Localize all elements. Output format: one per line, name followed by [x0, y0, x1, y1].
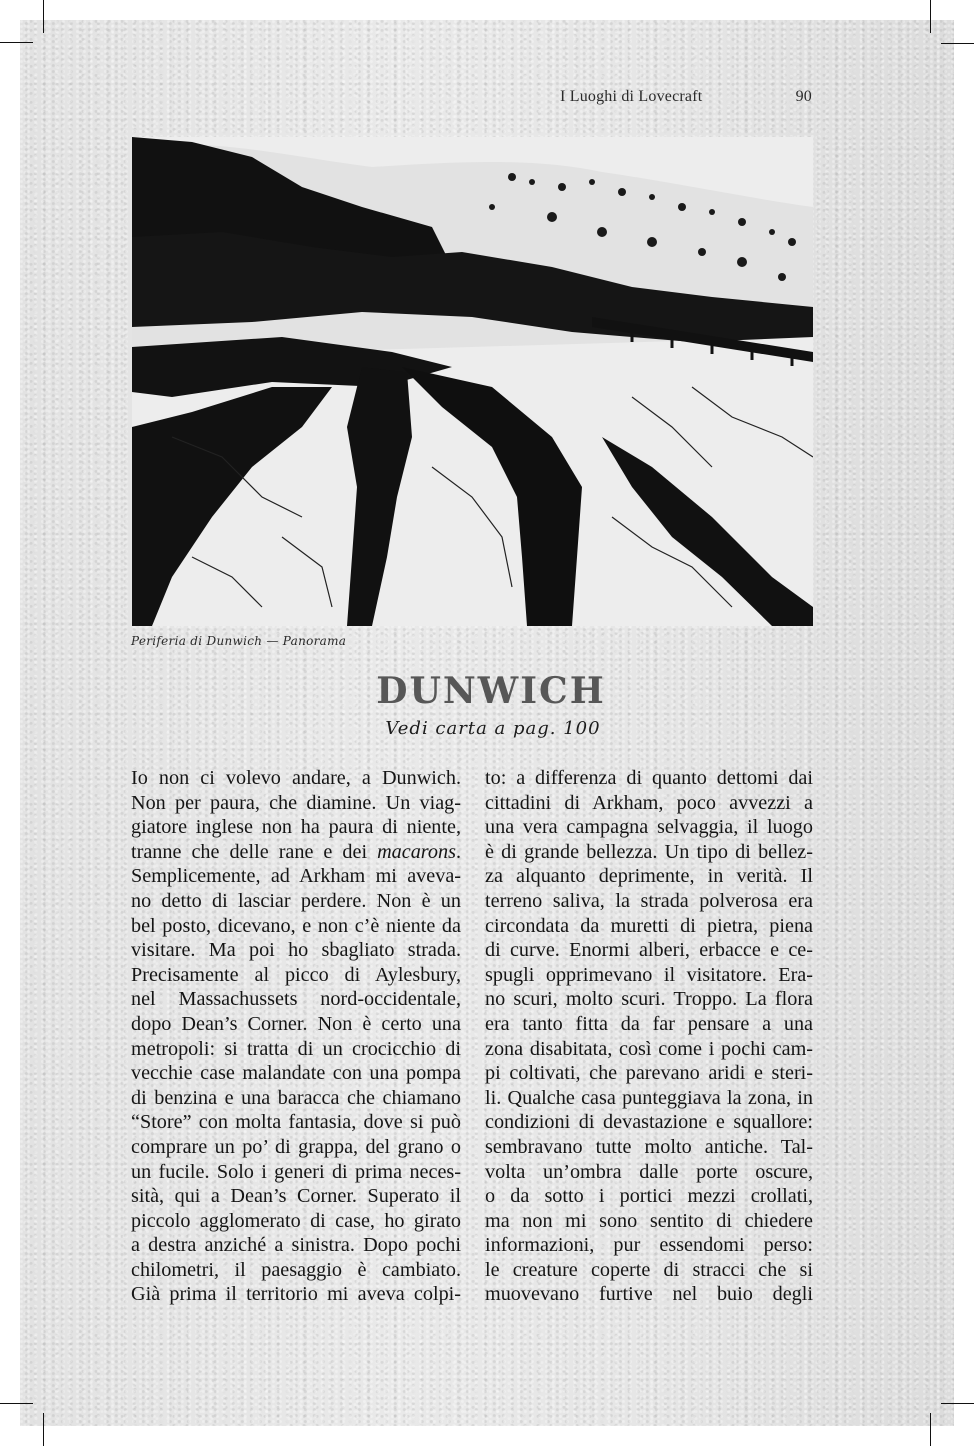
italic-word: macarons — [377, 840, 456, 863]
text-line: le creature coperte di stracci che si — [485, 1258, 813, 1281]
crop-mark-top-left-h — [0, 42, 33, 43]
text-line: è di grande bellezza. Un tipo di bellez- — [485, 840, 813, 863]
text-line: informazioni, pur essendomi perso: — [485, 1234, 813, 1257]
text-line: nel Massachussets nord-occidentale, — [131, 988, 461, 1011]
text-line: “Store” con molta fantasia, dove si può — [131, 1111, 461, 1134]
text-line: zona disabitata, così come i pochi cam- — [485, 1037, 813, 1060]
text-line: no scuri, molto scuri. Troppo. La flora — [485, 988, 813, 1011]
body-column-left — [131, 766, 461, 1307]
text-line: giatore inglese non ha paura di niente, — [131, 816, 461, 839]
text-line: Già prima il territorio mi aveva colpi- — [131, 1283, 461, 1306]
text-line: condizioni di devastazione e squallore: — [485, 1111, 813, 1134]
text-line: spugli opprimevano il visitatore. Era- — [485, 963, 813, 986]
text-line: to: a differenza di quanto dettomi dai — [485, 767, 813, 789]
text-line: metropoli: si tratta di un crocicchio di — [131, 1037, 461, 1060]
text-line: pi coltivati, che parevano aridi e steri- — [485, 1062, 813, 1085]
text-line: volta un’ombra dalle porte oscure, — [485, 1160, 813, 1183]
text-line: sembravano tutte molto antiche. Tal- — [485, 1135, 813, 1158]
crop-mark-bottom-right-v — [930, 1413, 931, 1446]
section-subtitle-map-reference: Vedi carta a pag. 100 — [385, 718, 601, 739]
illustration-caption: Periferia di Dunwich — Panorama — [131, 634, 347, 648]
text-line: a destra anziché a sinistra. Dopo pochi — [131, 1234, 461, 1257]
text-line: sità, qui a Dean’s Corner. Superato il — [131, 1185, 461, 1208]
crop-mark-top-right-h — [941, 43, 974, 44]
text-line: terreno saliva, la strada polverosa era — [485, 889, 813, 912]
crop-mark-bottom-left-v — [43, 1413, 44, 1446]
text-line: Semplicemente, ad Arkham mi aveva- — [131, 865, 461, 888]
text-line: li. Qualche casa punteggiava la zona, in — [485, 1086, 813, 1109]
text-line: era tanto fitta da far pensare a una — [485, 1012, 813, 1035]
crop-mark-bottom-left-h — [0, 1403, 33, 1404]
running-head — [560, 88, 812, 106]
book-title: I Luoghi di Lovecraft — [560, 88, 703, 105]
text-line: Precisamente al picco di Aylesbury, — [131, 963, 461, 986]
crop-mark-top-left-v — [43, 0, 44, 33]
text-line: ma non mi sono sentito di chiedere — [485, 1209, 813, 1232]
text-line: muovevano furtive nel buio degli — [485, 1283, 813, 1306]
text-line: dopo Dean’s Corner. Non è certo una — [131, 1012, 461, 1035]
section-title: DUNWICH — [376, 670, 606, 712]
text-line: bel posto, dicevano, e non c’è niente da — [131, 914, 461, 937]
text-line: vecchie case malandate con una pompa — [131, 1062, 461, 1085]
page-number: 90 — [795, 88, 812, 105]
text-line: tranne che delle rane e dei macarons. — [131, 840, 461, 863]
landscape-drawing — [132, 137, 813, 626]
body-column-right — [485, 766, 813, 1307]
text-line: chilometri, il paesaggio è cambiato. — [131, 1258, 461, 1281]
text-line: comprare un po’ di grappa, del grano o — [131, 1135, 461, 1158]
text-line: no detto di lasciar perdere. Non è un — [131, 889, 461, 912]
landscape-illustration — [132, 137, 813, 626]
crop-mark-bottom-right-h — [941, 1403, 974, 1404]
text-line: circondata da muretti di pietra, piena — [485, 914, 813, 937]
text-line: cittadini di Arkham, poco avvezzi a — [485, 791, 813, 814]
text-line: di benzina e una baracca che chiamano — [131, 1086, 461, 1109]
text-line: una vera campagna selvaggia, il luogo — [485, 816, 813, 839]
text-line: za alquanto deprimente, in verità. Il — [485, 865, 813, 888]
crop-mark-top-right-v — [930, 0, 931, 33]
text-line: Non per paura, che diamine. Un viag- — [131, 791, 461, 814]
text-line: un fucile. Solo i generi di prima neces- — [131, 1160, 461, 1183]
text-line: o da sotto i portici mezzi crollati, — [485, 1185, 813, 1208]
text-line: visitare. Ma poi ho sbagliato strada. — [131, 939, 461, 962]
text-line: piccolo agglomerato di case, ho girato — [131, 1209, 461, 1232]
text-line: Io non ci volevo andare, a Dunwich. — [131, 767, 461, 789]
text-line: di curve. Enormi alberi, erbacce e ce- — [485, 939, 813, 962]
